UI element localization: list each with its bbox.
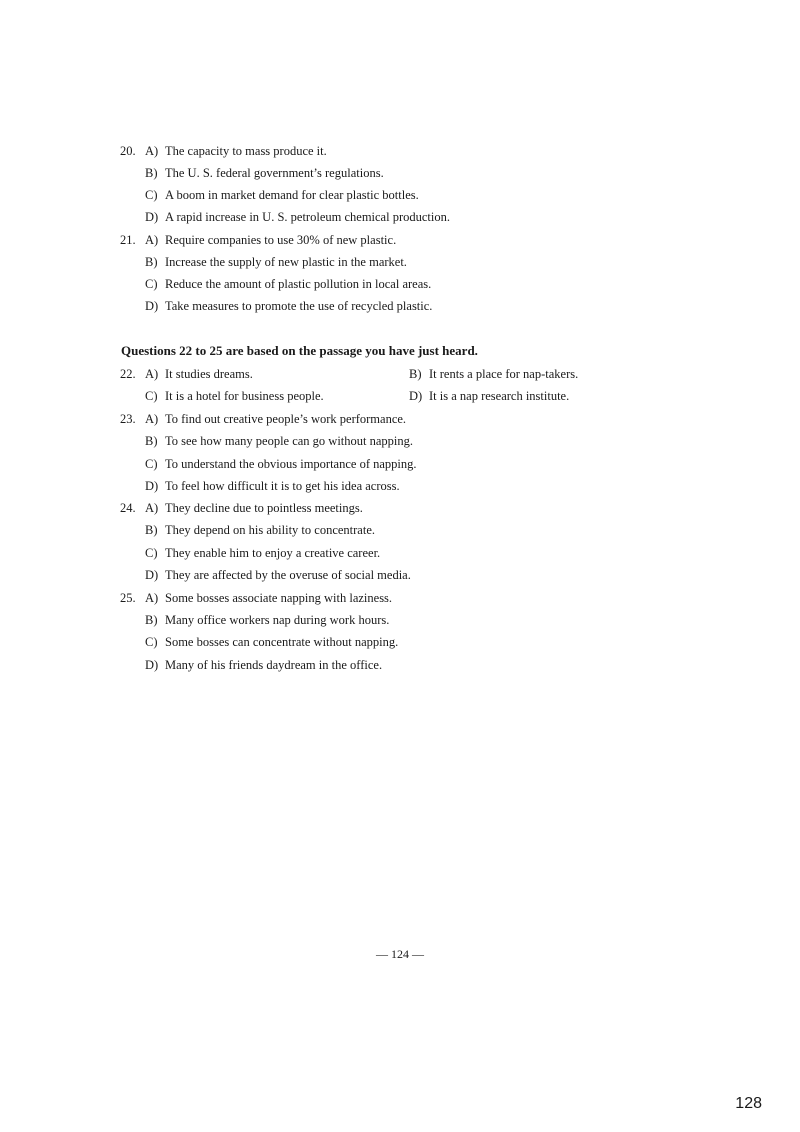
option-label: D)	[145, 658, 159, 672]
option-label: C)	[145, 389, 158, 403]
option-label: D)	[145, 479, 159, 493]
option-label: B)	[145, 255, 158, 269]
question-number: 21.	[120, 233, 136, 247]
option-label: D)	[145, 299, 159, 313]
option-label: A)	[145, 233, 159, 247]
question-number: 22.	[120, 367, 136, 381]
option-label: D)	[145, 210, 159, 224]
option-label: A)	[145, 367, 159, 381]
option-label: B)	[145, 166, 158, 180]
option-label: B)	[409, 367, 422, 381]
option-text: A boom in market demand for clear plastic bottles.	[165, 188, 419, 202]
option-text: They depend on his ability to concentrate.	[165, 523, 376, 537]
option-label: A)	[145, 144, 159, 158]
option-label: A)	[145, 412, 159, 426]
option-text: They enable him to enjoy a creative career.	[165, 546, 381, 560]
option-text: To understand the obvious importance of napping.	[165, 457, 417, 471]
page-number: 128	[735, 1095, 762, 1112]
option-text: Some bosses can concentrate without napping.	[165, 635, 399, 649]
question-number: 24.	[120, 501, 136, 515]
section-heading: Questions 22 to 25 are based on the passage you have just heard.	[121, 343, 478, 358]
question-number: 23.	[120, 412, 136, 426]
option-text: To find out creative people’s work performance.	[165, 412, 407, 426]
option-text: It is a hotel for business people.	[165, 389, 324, 403]
option-label: A)	[145, 591, 159, 605]
option-text: Some bosses associate napping with laziness.	[165, 591, 393, 605]
option-label: C)	[145, 457, 158, 471]
option-text: To feel how difficult it is to get his idea across.	[165, 479, 400, 493]
option-text: They are affected by the overuse of social media.	[165, 568, 411, 582]
page-footer: — 124 —	[376, 947, 424, 961]
option-label: B)	[145, 523, 158, 537]
option-text: Reduce the amount of plastic pollution in local areas.	[165, 277, 432, 291]
option-text: To see how many people can go without napping.	[165, 434, 414, 448]
option-text: They decline due to pointless meetings.	[165, 501, 363, 515]
question-number: 20.	[120, 144, 136, 158]
option-label: C)	[145, 546, 158, 560]
option-label: B)	[145, 434, 158, 448]
option-label: C)	[145, 277, 158, 291]
option-text: It studies dreams.	[165, 367, 253, 381]
option-label: D)	[409, 389, 423, 403]
option-label: C)	[145, 188, 158, 202]
option-text: Many of his friends daydream in the office.	[165, 658, 383, 672]
option-text: The U. S. federal government’s regulations.	[165, 166, 384, 180]
option-text: It rents a place for nap-takers.	[429, 367, 579, 381]
option-text: Take measures to promote the use of recycled plastic.	[165, 299, 433, 313]
option-text: The capacity to mass produce it.	[165, 144, 327, 158]
option-text: Many office workers nap during work hours.	[165, 613, 390, 627]
option-text: It is a nap research institute.	[429, 389, 570, 403]
option-text: Require companies to use 30% of new plastic.	[165, 233, 397, 247]
option-label: A)	[145, 501, 159, 515]
option-label: D)	[145, 568, 159, 582]
option-text: Increase the supply of new plastic in the market.	[165, 255, 407, 269]
option-label: B)	[145, 613, 158, 627]
question-number: 25.	[120, 591, 136, 605]
option-text: A rapid increase in U. S. petroleum chemical production.	[165, 210, 450, 224]
option-label: C)	[145, 635, 158, 649]
